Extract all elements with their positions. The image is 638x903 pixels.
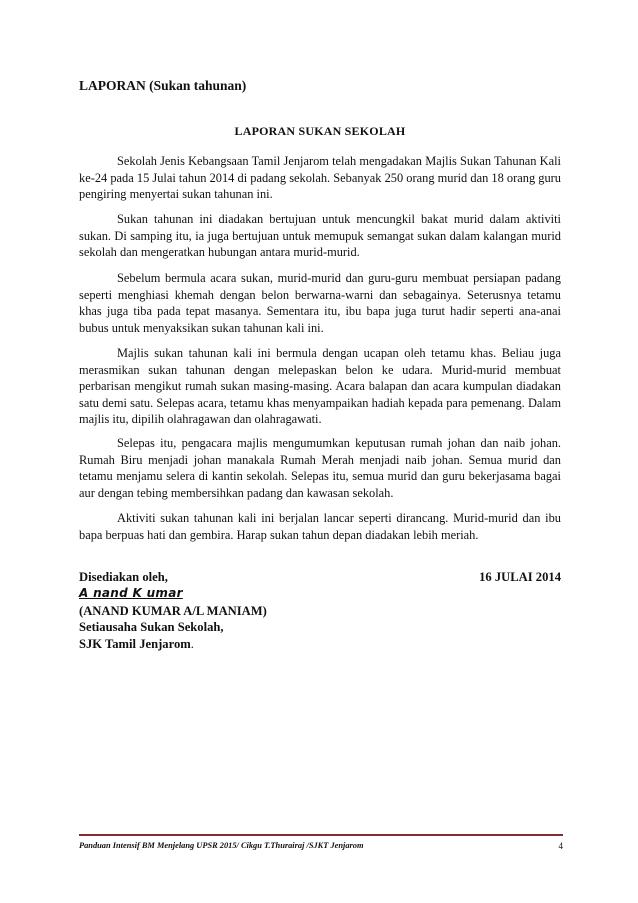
report-date: 16 JULAI 2014 <box>479 570 561 584</box>
signatory-school-line <box>79 636 561 653</box>
paragraph-4: Majlis sukan tahunan kali ini bermula dengan ucapan oleh tetamu khas. Beliau juga merasmikan sukan tahunan dengan melepaskan belon ke udara. Murid-murid membuat perbarisan mengikut rumah sukan masing-masing. Acara balapan dan acara kumpulan diadakan satu demi satu. Selepas acara, tetamu khas menyampaikan hadiah kepada para pemenang. Dalam majlis itu, dipilih olahragawan dan olahragawati. <box>79 346 561 426</box>
school-suffix: . <box>190 636 194 651</box>
paragraph-2: Sukan tahunan ini diadakan bertujuan untuk mencungkil bakat murid dalam aktiviti sukan. Di samping itu, ia juga bertujuan untuk memupuk semangat sukan dalam kalangan murid sekolah dan mengeratkan hubungan antara murid-murid. <box>79 212 561 259</box>
signoff-block <box>79 569 561 652</box>
signoff-row <box>79 569 561 586</box>
signature: A nand K umar <box>79 585 183 600</box>
report-title: LAPORAN SUKAN SEKOLAH <box>234 124 406 138</box>
page-number: 4 <box>558 841 563 851</box>
signatory-school: SJK Tamil Jenjarom <box>79 636 191 651</box>
heading-subtitle: (Sukan tahunan) <box>145 78 247 93</box>
report-heading <box>79 78 246 94</box>
footer-text: Panduan Intensif BM Menjelang UPSR 2015/ Cikgu T.Thurairaj /SJKT Jenjarom <box>79 841 364 850</box>
paragraph-1: Sekolah Jenis Kebangsaan Tamil Jenjarom telah mengadakan Majlis Sukan Tahunan Kali ke-24 pada 15 Julai tahun 2014 di padang sekolah. Sebanyak 250 orang murid dan 18 orang guru pengiring menyertai sukan tahunan ini. <box>79 154 561 201</box>
signatory-name: (ANAND KUMAR A/L MANIAM) <box>79 603 267 618</box>
paragraph-3: Sebelum bermula acara sukan, murid-murid dan guru-guru membuat persiapan padang seperti menghiasi khemah dengan belon berwarna-warni dan sebagainya. Seterusnya tetamu khas juga tiba pada tepat masanya. Sementara itu, ibu bapa juga turut hadir seperti ana-anai bubus untuk menyaksikan sukan tahunan kali ini. <box>79 271 561 335</box>
paragraph-5: Selepas itu, pengacara majlis mengumumkan keputusan rumah johan dan naib johan. Rumah Biru menjadi johan manakala Rumah Merah menjadi naib johan. Semua murid dan tetamu menjamu selera di kantin sekolah. Selepas itu, semua murid dan guru bekerjasama bagai aur dengan tebing membersihkan padang dan kawasan sekolah. <box>79 436 561 500</box>
paragraph-6: Aktiviti sukan tahunan kali ini berjalan lancar seperti dirancang. Murid-murid dan ibu bapa berpuas hati dan gembira. Harap sukan tahun depan diadakan lebih meriah. <box>79 511 561 542</box>
footer-rule <box>79 834 563 836</box>
heading-label: LAPORAN <box>79 78 146 93</box>
prepared-by-label: Disediakan oleh, <box>79 570 168 584</box>
signatory-position: Setiausaha Sukan Sekolah, <box>79 620 224 634</box>
page-footer <box>79 841 563 851</box>
